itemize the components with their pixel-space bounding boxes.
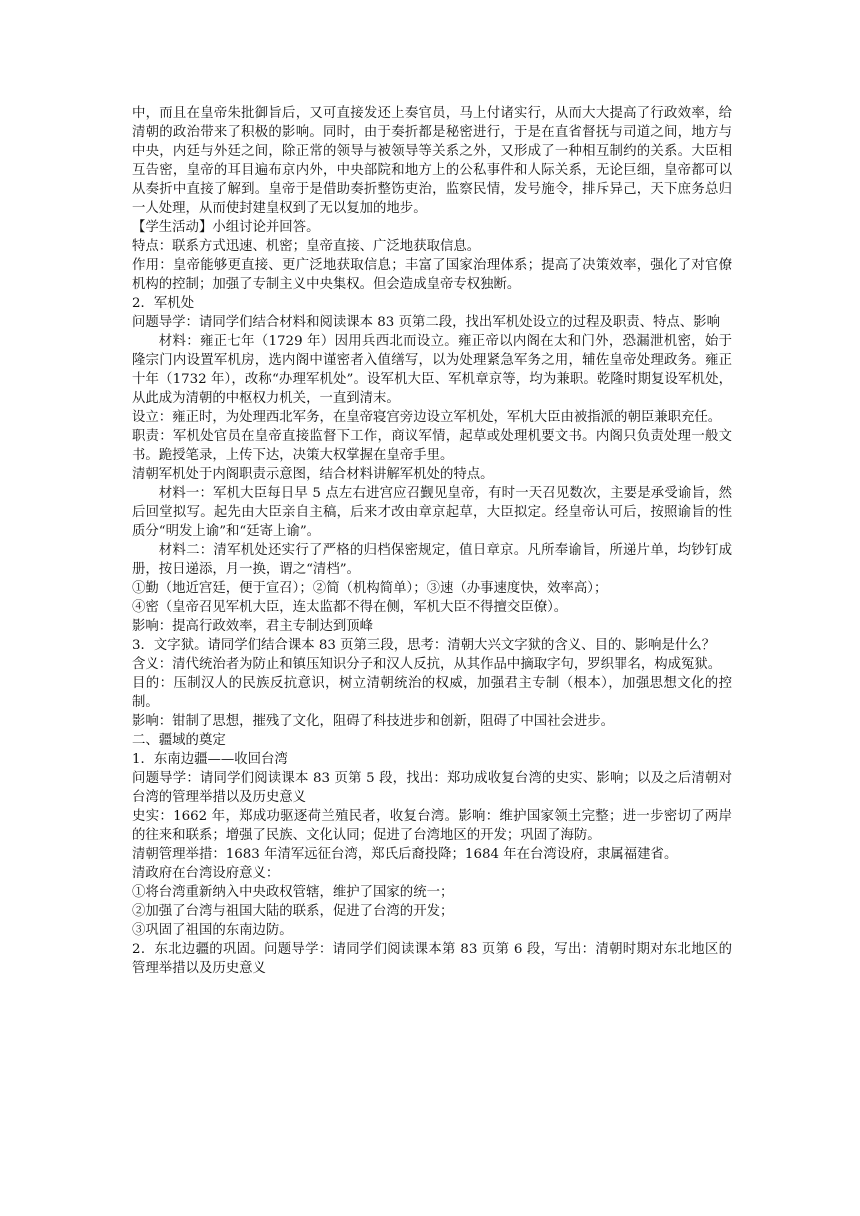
paragraph-grand-council-material: 材料：雍正七年（1729 年）因用兵西北而设立。雍正帝以内阁在太和门外，恐漏泄机密，始于隆宗门内设置军机房，选内阁中谨密者入值缮写，以为处理紧急军务之用，辅佐皇帝处理政务。雍正十年（1732 年），改称“办理军机处”。设军机大臣、军机章京等，均为兼职。乾隆时期复设军机处，从此成为清朝的中枢权力机关，一直到清末。 xyxy=(132,334,732,406)
paragraph-memorial-features: 特点：联系方式迅速、机密；皇帝直接、广泛地获取信息。 xyxy=(132,239,481,254)
paragraph-taiwan-history: 史实：1662 年，郑成功驱逐荷兰殖民者，收复台湾。影响：维护国家领土完整；进一步密切了两岸的往来和联系；增强了民族、文化认同；促进了台湾地区的开发；巩固了海防。 xyxy=(132,809,732,843)
paragraph-student-activity: 【学生活动】小组讨论并回答。 xyxy=(132,220,320,235)
paragraph-grand-council-duties: 职责：军机处官员在皇帝直接监督下工作，商议军情，起草或处理机要文书。内阁只负责处理一般文书。跪授笔录，上传下达，决策大权掌握在皇帝手里。 xyxy=(132,429,732,463)
paragraph-memorial-impact: 中，而且在皇帝朱批御旨后，又可直接发还上奏官员，马上付诸实行，从而大大提高了行政效率，给清朝的政治带来了积极的影响。同时，由于奏折都是秘密进行，于是在直省督抚与司道之间，地方与中央，内廷与外廷之间，除正常的领导与被领导等关系之外，又形成了一种相互制约的关系。大臣相互告密，皇帝的耳目遍布京内外，中央部院和地方上的公私事件和人际关系，无论巨细，皇帝都可以从奏折中直接了解到。皇帝于是借助奏折整饬吏治，监察民情，发号施令，排斥异己，天下庶务总归一人处理，从而使封建皇权到了无以复加的地步。 xyxy=(132,106,732,216)
paragraph-taiwan-significance-title: 清政府在台湾设府意义： xyxy=(132,866,280,881)
document-body xyxy=(132,104,732,978)
heading-territory: 二、疆域的奠定 xyxy=(132,733,226,748)
heading-northeast-frontier: 2．东北边疆的巩固。问题导学：请同学们阅读课本第 83 页第 6 段，写出：清朝时期对东北地区的管理举措以及历史意义 xyxy=(132,942,732,976)
paragraph-grand-council-diagram-note: 清朝军机处于内阁职责示意图，结合材料讲解军机处的特点。 xyxy=(132,467,494,482)
list-item-significance-3: ③巩固了祖国的东南边防。 xyxy=(132,923,293,938)
list-item-significance-2: ②加强了台湾与祖国大陆的联系，促进了台湾的开发； xyxy=(132,904,454,919)
paragraph-grand-council-founding: 设立：雍正时，为处理西北军务，在皇帝寝宫旁边设立军机处，军机大臣由被指派的朝臣兼职充任。 xyxy=(132,410,722,425)
paragraph-features-line-2: ④密（皇帝召见军机大臣，连太监都不得在侧，军机大臣不得擅交臣僚）。 xyxy=(132,600,568,615)
paragraph-taiwan-question: 问题导学：请同学们阅读课本 83 页第 5 段，找出：郑功成收复台湾的史实、影响；以及之后清朝对台湾的管理举措以及历史意义 xyxy=(132,771,732,805)
paragraph-memorial-effects: 作用：皇帝能够更直接、更广泛地获取信息；丰富了国家治理体系；提高了决策效率，强化了对官僚机构的控制；加强了专制主义中央集权。但会造成皇帝专权独断。 xyxy=(132,258,732,292)
paragraph-grand-council-question: 问题导学：请同学们结合材料和阅读课本 83 页第二段，找出军机处设立的过程及职责、特点、影响 xyxy=(132,315,720,330)
paragraph-grand-council-impact: 影响：提高行政效率，君主专制达到顶峰 xyxy=(132,619,374,634)
list-item-significance-1: ①将台湾重新纳入中央政权管辖，维护了国家的统一； xyxy=(132,885,454,900)
paragraph-material-two: 材料二：清军机处还实行了严格的归档保密规定，值日章京。凡所奉谕旨，所递片单，均钞钉成册，按日递添，月一换，谓之“清档”。 xyxy=(132,543,732,577)
paragraph-inquisition-impact: 影响：钳制了思想，摧残了文化，阻碍了科技进步和创新，阻碍了中国社会进步。 xyxy=(132,714,615,729)
paragraph-inquisition-meaning: 含义：清代统治者为防止和镇压知识分子和汉人反抗，从其作品中摘取字句，罗织罪名，构成冤狱。 xyxy=(132,657,722,672)
paragraph-material-one: 材料一：军机大臣每日早 5 点左右进宫应召觐见皇帝，有时一天召见数次，主要是承受谕旨，然后回堂拟写。起先由大臣亲自主稿，后来才改由章京起草，大臣拟定。经皇帝认可后，按照谕旨的性质分“明发上谕”和“廷寄上谕”。 xyxy=(132,486,732,539)
heading-grand-council: 2．军机处 xyxy=(132,296,195,311)
heading-literary-inquisition: 3．文字狱。请同学们结合课本 83 页第三段，思考：清朝大兴文字狱的含义、目的、影响是什么？ xyxy=(132,638,716,653)
heading-southeast-frontier: 1．东南边疆——收回台湾 xyxy=(132,752,288,767)
paragraph-features-line-1: ①勤（地近宫廷，便于宣召）；②简（机构简单）；③速（办事速度快，效率高）； xyxy=(132,581,608,596)
paragraph-inquisition-purpose: 目的：压制汉人的民族反抗意识，树立清朝统治的权威，加强君主专制（根本），加强思想文化的控制。 xyxy=(132,676,732,710)
paragraph-taiwan-management: 清朝管理举措：1683 年清军远征台湾，郑氏后裔投降；1684 年在台湾设府，隶属福建省。 xyxy=(132,847,678,862)
